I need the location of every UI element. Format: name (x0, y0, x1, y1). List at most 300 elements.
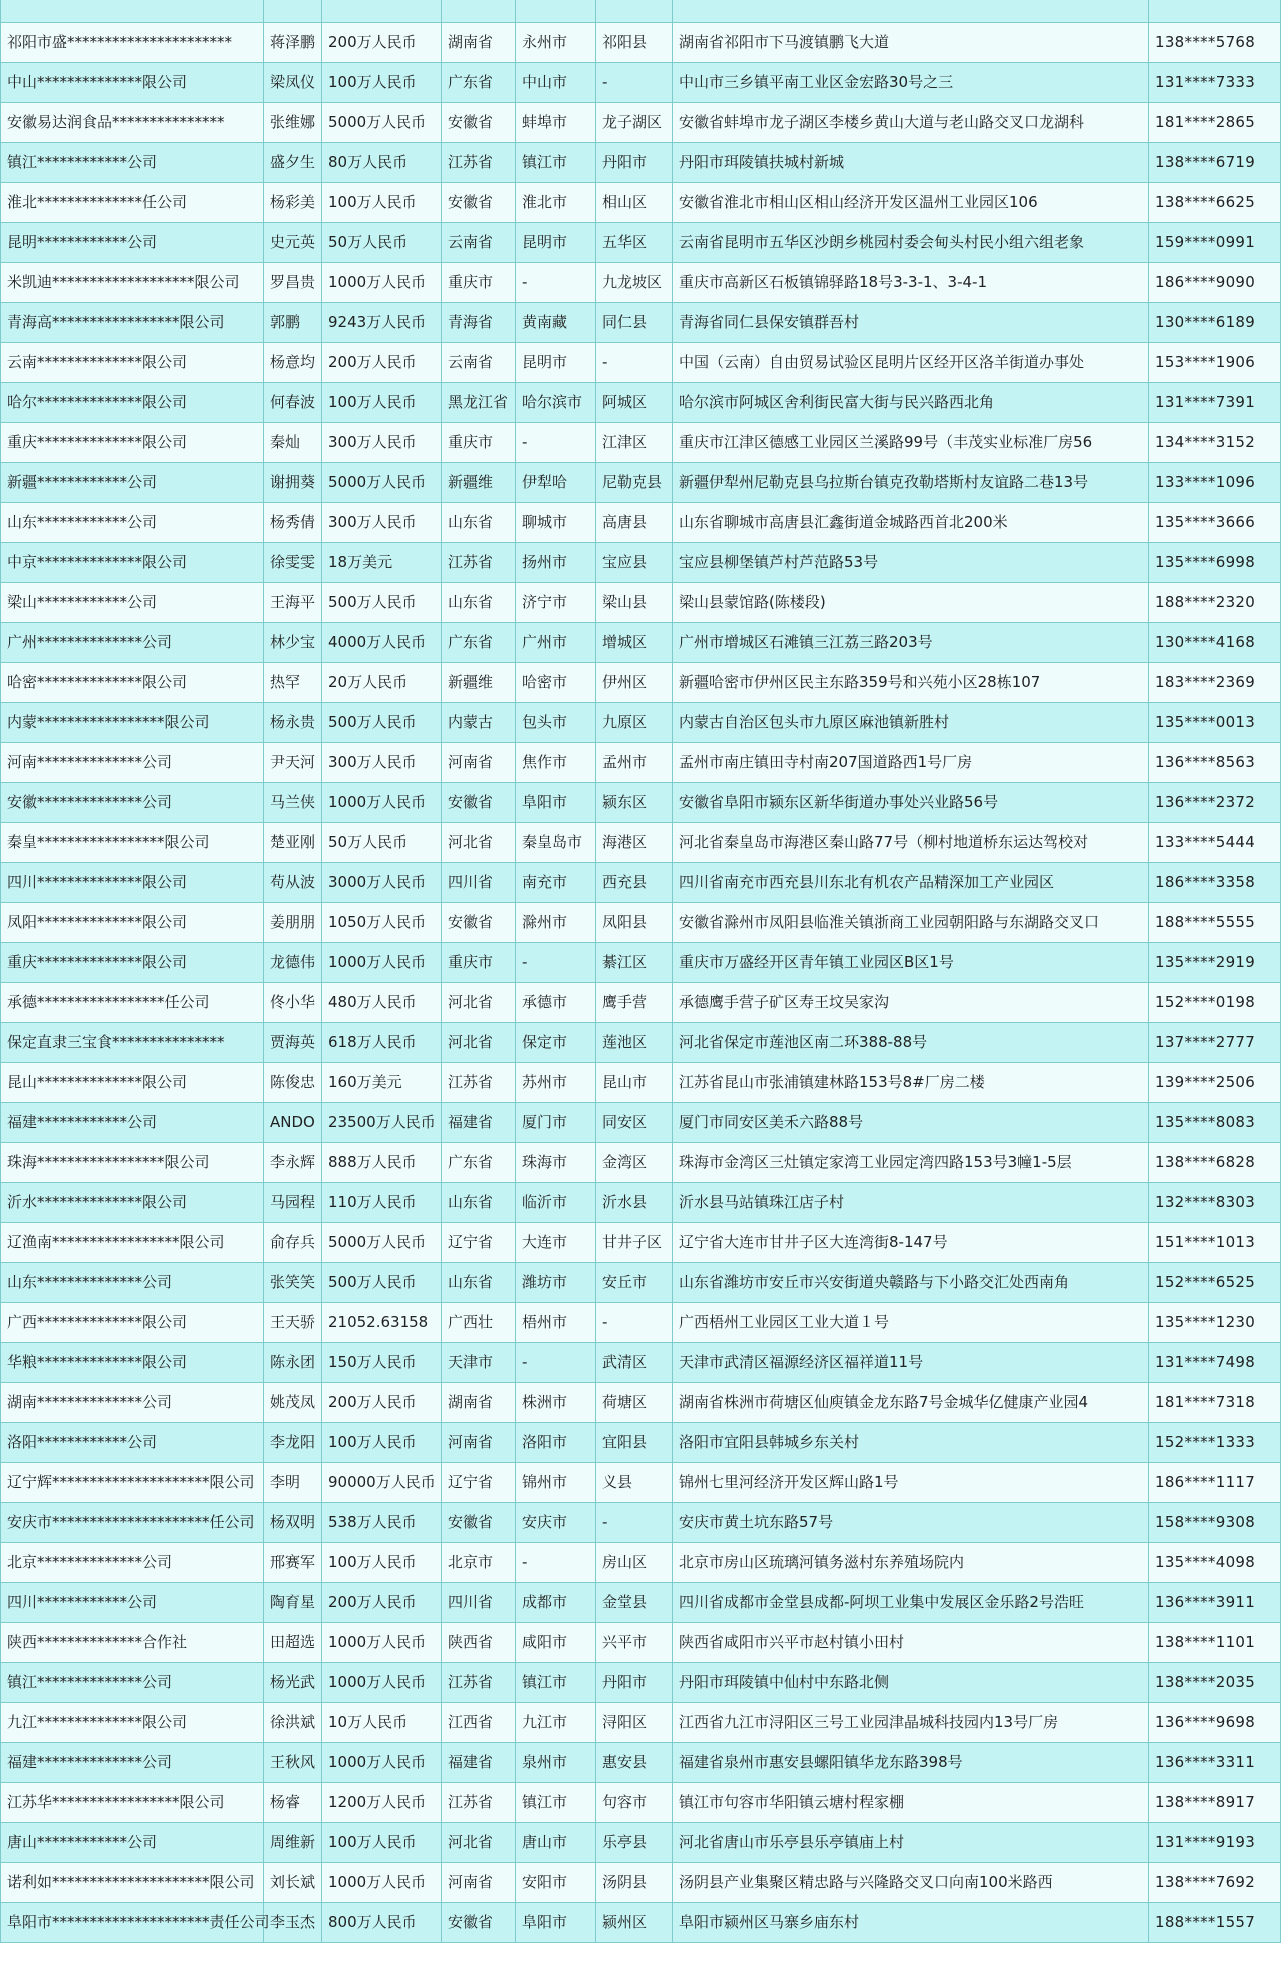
city-cell: 保定市 (516, 1023, 596, 1063)
phone-cell: 138****2035 (1149, 1663, 1281, 1703)
city-cell: 扬州市 (516, 543, 596, 583)
capital-cell: 90000万人民币 (322, 1463, 442, 1503)
district-cell: 颍州区 (596, 1903, 673, 1943)
phone-cell: 137****2777 (1149, 1023, 1281, 1063)
legal-rep-cell: 尹天河 (264, 743, 322, 783)
address-cell: 山东省潍坊市安丘市兴安街道央赣路与下小路交汇处西南角 (673, 1263, 1149, 1303)
table-row (1, 0, 1281, 23)
company-name-cell: 沂水**************限公司 (1, 1183, 264, 1223)
company-name-cell: 福建************公司 (1, 1103, 264, 1143)
legal-rep-cell (264, 0, 322, 23)
address-cell: 河北省秦皇岛市海港区秦山路77号（柳村地道桥东运达驾校对 (673, 823, 1149, 863)
table-row (1, 1423, 1281, 1463)
company-name-cell: 秦皇*****************限公司 (1, 823, 264, 863)
phone-cell: 136****9698 (1149, 1703, 1281, 1743)
city-cell: 洛阳市 (516, 1423, 596, 1463)
capital-cell: 50万人民币 (322, 823, 442, 863)
table-row (1, 503, 1281, 543)
capital-cell: 200万人民币 (322, 1383, 442, 1423)
table-row (1, 1463, 1281, 1503)
city-cell: 昆明市 (516, 343, 596, 383)
phone-cell: 186****1117 (1149, 1463, 1281, 1503)
capital-cell: 100万人民币 (322, 1423, 442, 1463)
province-cell: 天津市 (442, 1343, 516, 1383)
legal-rep-cell: 杨意均 (264, 343, 322, 383)
district-cell: 丹阳市 (596, 143, 673, 183)
legal-rep-cell: 谢拥葵 (264, 463, 322, 503)
province-cell: 河北省 (442, 983, 516, 1023)
city-cell: 广州市 (516, 623, 596, 663)
province-cell (442, 0, 516, 23)
capital-cell: 80万人民币 (322, 143, 442, 183)
district-cell: - (596, 1503, 673, 1543)
legal-rep-cell: 王天骄 (264, 1303, 322, 1343)
legal-rep-cell: 李玉杰 (264, 1903, 322, 1943)
company-name-cell: 内蒙*****************限公司 (1, 703, 264, 743)
company-name-cell: 镇江************公司 (1, 143, 264, 183)
legal-rep-cell: 陶育星 (264, 1583, 322, 1623)
table-row (1, 983, 1281, 1023)
company-name-cell: 四川************公司 (1, 1583, 264, 1623)
capital-cell: 100万人民币 (322, 383, 442, 423)
province-cell: 安徽省 (442, 183, 516, 223)
province-cell: 山东省 (442, 1263, 516, 1303)
phone-cell: 135****8083 (1149, 1103, 1281, 1143)
address-cell: 河北省保定市莲池区南二环388-88号 (673, 1023, 1149, 1063)
district-cell: 海港区 (596, 823, 673, 863)
company-name-cell: 梁山************公司 (1, 583, 264, 623)
province-cell: 黑龙江省 (442, 383, 516, 423)
table-row (1, 1703, 1281, 1743)
table-row (1, 943, 1281, 983)
table-row (1, 1063, 1281, 1103)
phone-cell (1149, 0, 1281, 23)
province-cell: 辽宁省 (442, 1223, 516, 1263)
city-cell: - (516, 423, 596, 463)
legal-rep-cell: 徐洪斌 (264, 1703, 322, 1743)
legal-rep-cell: 王秋风 (264, 1743, 322, 1783)
capital-cell: 1000万人民币 (322, 1863, 442, 1903)
legal-rep-cell: 李明 (264, 1463, 322, 1503)
company-name-cell: 洛阳************公司 (1, 1423, 264, 1463)
company-name-cell: 哈密**************限公司 (1, 663, 264, 703)
address-cell: 汤阴县产业集聚区精忠路与兴隆路交叉口向南100米路西 (673, 1863, 1149, 1903)
phone-cell: 188****5555 (1149, 903, 1281, 943)
city-cell: 锦州市 (516, 1463, 596, 1503)
province-cell: 河北省 (442, 823, 516, 863)
company-name-cell: 福建**************公司 (1, 1743, 264, 1783)
district-cell: 尼勒克县 (596, 463, 673, 503)
phone-cell: 152****1333 (1149, 1423, 1281, 1463)
table-row (1, 823, 1281, 863)
phone-cell: 135****1230 (1149, 1303, 1281, 1343)
address-cell: 安徽省淮北市相山区相山经济开发区温州工业园区106 (673, 183, 1149, 223)
address-cell: 安徽省阜阳市颍东区新华街道办事处兴业路56号 (673, 783, 1149, 823)
province-cell: 北京市 (442, 1543, 516, 1583)
province-cell: 安徽省 (442, 1503, 516, 1543)
table-row (1, 23, 1281, 63)
legal-rep-cell: 杨光武 (264, 1663, 322, 1703)
capital-cell: 200万人民币 (322, 343, 442, 383)
district-cell: 相山区 (596, 183, 673, 223)
capital-cell: 500万人民币 (322, 583, 442, 623)
legal-rep-cell: 姜朋朋 (264, 903, 322, 943)
phone-cell: 138****7692 (1149, 1863, 1281, 1903)
phone-cell: 181****2865 (1149, 103, 1281, 143)
district-cell: 宝应县 (596, 543, 673, 583)
phone-cell: 136****2372 (1149, 783, 1281, 823)
capital-cell: 500万人民币 (322, 1263, 442, 1303)
district-cell: 武清区 (596, 1343, 673, 1383)
city-cell: 蚌埠市 (516, 103, 596, 143)
phone-cell: 135****6998 (1149, 543, 1281, 583)
capital-cell: 110万人民币 (322, 1183, 442, 1223)
table-row (1, 1823, 1281, 1863)
legal-rep-cell: ANDO (264, 1103, 322, 1143)
phone-cell: 158****9308 (1149, 1503, 1281, 1543)
address-cell: 重庆市高新区石板镇锦驿路18号3-3-1、3-4-1 (673, 263, 1149, 303)
capital-cell: 618万人民币 (322, 1023, 442, 1063)
capital-cell: 500万人民币 (322, 703, 442, 743)
legal-rep-cell: 张笑笑 (264, 1263, 322, 1303)
legal-rep-cell: 徐雯雯 (264, 543, 322, 583)
capital-cell: 100万人民币 (322, 1823, 442, 1863)
table-row (1, 1743, 1281, 1783)
table-row (1, 783, 1281, 823)
province-cell: 河北省 (442, 1823, 516, 1863)
table-row (1, 743, 1281, 783)
phone-cell: 138****8917 (1149, 1783, 1281, 1823)
district-cell: 凤阳县 (596, 903, 673, 943)
company-name-cell: 凤阳**************限公司 (1, 903, 264, 943)
table-row (1, 1143, 1281, 1183)
address-cell: 丹阳市珥陵镇中仙村中东路北侧 (673, 1663, 1149, 1703)
legal-rep-cell: 罗昌贵 (264, 263, 322, 303)
capital-cell: 100万人民币 (322, 63, 442, 103)
district-cell: 浔阳区 (596, 1703, 673, 1743)
phone-cell: 138****5768 (1149, 23, 1281, 63)
address-cell: 丹阳市珥陵镇扶城村新城 (673, 143, 1149, 183)
company-name-cell: 米凯迪*******************限公司 (1, 263, 264, 303)
city-cell: 镇江市 (516, 143, 596, 183)
district-cell: 增城区 (596, 623, 673, 663)
capital-cell: 100万人民币 (322, 183, 442, 223)
company-name-cell: 安庆市*********************任公司 (1, 1503, 264, 1543)
phone-cell: 131****7391 (1149, 383, 1281, 423)
company-name-cell (1, 0, 264, 23)
legal-rep-cell: 陈永团 (264, 1343, 322, 1383)
address-cell: 山东省聊城市高唐县汇鑫街道金城路西首北200米 (673, 503, 1149, 543)
company-name-cell: 安徽易达润食品*************** (1, 103, 264, 143)
address-cell: 天津市武清区福源经济区福祥道11号 (673, 1343, 1149, 1383)
legal-rep-cell: 蒋泽鹏 (264, 23, 322, 63)
legal-rep-cell: 杨睿 (264, 1783, 322, 1823)
table-row (1, 463, 1281, 503)
phone-cell: 135****0013 (1149, 703, 1281, 743)
phone-cell: 136****3311 (1149, 1743, 1281, 1783)
company-name-cell: 昆明************公司 (1, 223, 264, 263)
company-name-cell: 江苏华*****************限公司 (1, 1783, 264, 1823)
province-cell: 广东省 (442, 1143, 516, 1183)
province-cell: 湖南省 (442, 23, 516, 63)
district-cell: 荷塘区 (596, 1383, 673, 1423)
table-row (1, 1223, 1281, 1263)
city-cell: 株洲市 (516, 1383, 596, 1423)
company-name-cell: 镇江**************公司 (1, 1663, 264, 1703)
legal-rep-cell: 林少宝 (264, 623, 322, 663)
company-name-cell: 昆山**************限公司 (1, 1063, 264, 1103)
district-cell: 丹阳市 (596, 1663, 673, 1703)
city-cell: 安庆市 (516, 1503, 596, 1543)
province-cell: 河南省 (442, 1423, 516, 1463)
address-cell: 锦州七里河经济开发区辉山路1号 (673, 1463, 1149, 1503)
company-name-cell: 云南**************限公司 (1, 343, 264, 383)
capital-cell: 1000万人民币 (322, 1743, 442, 1783)
company-name-cell: 祁阳市盛********************** (1, 23, 264, 63)
district-cell: 莲池区 (596, 1023, 673, 1063)
phone-cell: 152****6525 (1149, 1263, 1281, 1303)
address-cell: 青海省同仁县保安镇群吾村 (673, 303, 1149, 343)
district-cell: 金湾区 (596, 1143, 673, 1183)
phone-cell: 181****7318 (1149, 1383, 1281, 1423)
province-cell: 江苏省 (442, 1783, 516, 1823)
city-cell: 唐山市 (516, 1823, 596, 1863)
legal-rep-cell: 龙德伟 (264, 943, 322, 983)
province-cell: 江苏省 (442, 543, 516, 583)
district-cell: 昆山市 (596, 1063, 673, 1103)
address-cell: 陕西省咸阳市兴平市赵村镇小田村 (673, 1623, 1149, 1663)
table-row (1, 63, 1281, 103)
district-cell: 孟州市 (596, 743, 673, 783)
capital-cell: 300万人民币 (322, 503, 442, 543)
legal-rep-cell: 郭鹏 (264, 303, 322, 343)
province-cell: 福建省 (442, 1103, 516, 1143)
address-cell: 辽宁省大连市甘井子区大连湾街8-147号 (673, 1223, 1149, 1263)
company-name-cell: 新疆************公司 (1, 463, 264, 503)
province-cell: 安徽省 (442, 903, 516, 943)
address-cell: 珠海市金湾区三灶镇定家湾工业园定湾四路153号3幢1-5层 (673, 1143, 1149, 1183)
capital-cell: 1000万人民币 (322, 783, 442, 823)
capital-cell: 160万美元 (322, 1063, 442, 1103)
legal-rep-cell: 李龙阳 (264, 1423, 322, 1463)
table-row (1, 1023, 1281, 1063)
district-cell: - (596, 1303, 673, 1343)
table-row (1, 143, 1281, 183)
capital-cell: 1200万人民币 (322, 1783, 442, 1823)
district-cell: 沂水县 (596, 1183, 673, 1223)
table-row (1, 1623, 1281, 1663)
district-cell: 同安区 (596, 1103, 673, 1143)
address-cell: 镇江市句容市华阳镇云塘村程家棚 (673, 1783, 1149, 1823)
city-cell: 济宁市 (516, 583, 596, 623)
address-cell: 安庆市黄土坑东路57号 (673, 1503, 1149, 1543)
city-cell: 临沂市 (516, 1183, 596, 1223)
company-name-cell: 山东**************公司 (1, 1263, 264, 1303)
phone-cell: 134****3152 (1149, 423, 1281, 463)
district-cell: 汤阴县 (596, 1863, 673, 1903)
table-row (1, 1103, 1281, 1143)
capital-cell: 480万人民币 (322, 983, 442, 1023)
district-cell: 乐亭县 (596, 1823, 673, 1863)
address-cell: 湖南省株洲市荷塘区仙庾镇金龙东路7号金城华亿健康产业园4 (673, 1383, 1149, 1423)
company-name-cell: 陕西**************合作社 (1, 1623, 264, 1663)
legal-rep-cell: 杨双明 (264, 1503, 322, 1543)
address-cell: 内蒙古自治区包头市九原区麻池镇新胜村 (673, 703, 1149, 743)
province-cell: 重庆市 (442, 943, 516, 983)
city-cell: 昆明市 (516, 223, 596, 263)
city-cell: 大连市 (516, 1223, 596, 1263)
address-cell: 新疆哈密市伊州区民主东路359号和兴苑小区28栋107 (673, 663, 1149, 703)
company-name-cell: 安徽**************公司 (1, 783, 264, 823)
address-cell (673, 0, 1149, 23)
district-cell: 九龙坡区 (596, 263, 673, 303)
table-row (1, 543, 1281, 583)
address-cell: 中山市三乡镇平南工业区金宏路30号之三 (673, 63, 1149, 103)
phone-cell: 188****2320 (1149, 583, 1281, 623)
address-cell: 孟州市南庄镇田寺村南207国道路西1号厂房 (673, 743, 1149, 783)
province-cell: 安徽省 (442, 103, 516, 143)
phone-cell: 136****8563 (1149, 743, 1281, 783)
province-cell: 新疆维 (442, 663, 516, 703)
address-cell: 重庆市万盛经开区青年镇工业园区B区1号 (673, 943, 1149, 983)
legal-rep-cell: 何春波 (264, 383, 322, 423)
city-cell: - (516, 263, 596, 303)
province-cell: 四川省 (442, 863, 516, 903)
city-cell: 焦作市 (516, 743, 596, 783)
province-cell: 广东省 (442, 63, 516, 103)
address-cell: 承德鹰手营子矿区寿王坟吴家沟 (673, 983, 1149, 1023)
province-cell: 山东省 (442, 503, 516, 543)
phone-cell: 151****1013 (1149, 1223, 1281, 1263)
phone-cell: 138****1101 (1149, 1623, 1281, 1663)
legal-rep-cell: 俞存兵 (264, 1223, 322, 1263)
city-cell: 哈尔滨市 (516, 383, 596, 423)
city-cell: 阜阳市 (516, 783, 596, 823)
table-row (1, 1663, 1281, 1703)
table-row (1, 103, 1281, 143)
city-cell: 承德市 (516, 983, 596, 1023)
city-cell: - (516, 943, 596, 983)
district-cell: 惠安县 (596, 1743, 673, 1783)
legal-rep-cell: 盛夕生 (264, 143, 322, 183)
address-cell: 河北省唐山市乐亭县乐亭镇庙上村 (673, 1823, 1149, 1863)
phone-cell: 130****6189 (1149, 303, 1281, 343)
city-cell: 安阳市 (516, 1863, 596, 1903)
phone-cell: 131****9193 (1149, 1823, 1281, 1863)
phone-cell: 135****4098 (1149, 1543, 1281, 1583)
district-cell: 兴平市 (596, 1623, 673, 1663)
legal-rep-cell: 李永辉 (264, 1143, 322, 1183)
district-cell: 房山区 (596, 1543, 673, 1583)
table-row (1, 663, 1281, 703)
table-row (1, 583, 1281, 623)
phone-cell: 153****1906 (1149, 343, 1281, 383)
city-cell: 聊城市 (516, 503, 596, 543)
legal-rep-cell: 姚茂凤 (264, 1383, 322, 1423)
address-cell: 阜阳市颍州区马寨乡庙东村 (673, 1903, 1149, 1943)
capital-cell: 200万人民币 (322, 23, 442, 63)
legal-rep-cell: 杨秀倩 (264, 503, 322, 543)
address-cell: 梁山县蒙馆路(陈楼段) (673, 583, 1149, 623)
city-cell: 镇江市 (516, 1783, 596, 1823)
address-cell: 江苏省昆山市张浦镇建林路153号8#厂房二楼 (673, 1063, 1149, 1103)
table-body (1, 0, 1281, 1943)
legal-rep-cell: 楚亚刚 (264, 823, 322, 863)
table-row (1, 423, 1281, 463)
company-name-cell: 广州**************公司 (1, 623, 264, 663)
address-cell: 四川省成都市金堂县成都-阿坝工业集中发展区金乐路2号浩旺 (673, 1583, 1149, 1623)
address-cell: 宝应县柳堡镇芦村芦范路53号 (673, 543, 1149, 583)
phone-cell: 186****9090 (1149, 263, 1281, 303)
table-row (1, 1903, 1281, 1943)
company-name-cell: 阜阳市*********************责任公司 (1, 1903, 264, 1943)
province-cell: 重庆市 (442, 263, 516, 303)
city-cell: 南充市 (516, 863, 596, 903)
company-name-cell: 华粮**************限公司 (1, 1343, 264, 1383)
company-name-cell: 九江**************限公司 (1, 1703, 264, 1743)
address-cell: 哈尔滨市阿城区舍利街民富大街与民兴路西北角 (673, 383, 1149, 423)
capital-cell: 10万人民币 (322, 1703, 442, 1743)
district-cell: 梁山县 (596, 583, 673, 623)
company-name-cell: 承德*****************任公司 (1, 983, 264, 1023)
district-cell: 綦江区 (596, 943, 673, 983)
legal-rep-cell: 贾海英 (264, 1023, 322, 1063)
phone-cell: 135****3666 (1149, 503, 1281, 543)
table-row (1, 343, 1281, 383)
capital-cell: 888万人民币 (322, 1143, 442, 1183)
phone-cell: 136****3911 (1149, 1583, 1281, 1623)
address-cell: 新疆伊犁州尼勒克县乌拉斯台镇克孜勒塔斯村友谊路二巷13号 (673, 463, 1149, 503)
phone-cell: 183****2369 (1149, 663, 1281, 703)
district-cell: 伊州区 (596, 663, 673, 703)
city-cell: 中山市 (516, 63, 596, 103)
table-row (1, 1183, 1281, 1223)
city-cell: 成都市 (516, 1583, 596, 1623)
province-cell: 江苏省 (442, 143, 516, 183)
phone-cell: 159****0991 (1149, 223, 1281, 263)
district-cell: 安丘市 (596, 1263, 673, 1303)
table-row (1, 1583, 1281, 1623)
capital-cell: 200万人民币 (322, 1583, 442, 1623)
table-row (1, 1303, 1281, 1343)
province-cell: 云南省 (442, 343, 516, 383)
capital-cell: 800万人民币 (322, 1903, 442, 1943)
city-cell: 秦皇岛市 (516, 823, 596, 863)
table-row (1, 1503, 1281, 1543)
legal-rep-cell: 王海平 (264, 583, 322, 623)
phone-cell: 131****7333 (1149, 63, 1281, 103)
phone-cell: 138****6828 (1149, 1143, 1281, 1183)
legal-rep-cell: 杨永贵 (264, 703, 322, 743)
table-row (1, 623, 1281, 663)
capital-cell: 20万人民币 (322, 663, 442, 703)
district-cell: 西充县 (596, 863, 673, 903)
city-cell: 梧州市 (516, 1303, 596, 1343)
legal-rep-cell: 史元英 (264, 223, 322, 263)
city-cell: 泉州市 (516, 1743, 596, 1783)
district-cell: 五华区 (596, 223, 673, 263)
phone-cell: 133****5444 (1149, 823, 1281, 863)
city-cell: 咸阳市 (516, 1623, 596, 1663)
company-name-cell: 诺利如*********************限公司 (1, 1863, 264, 1903)
province-cell: 山东省 (442, 583, 516, 623)
company-name-cell: 山东************公司 (1, 503, 264, 543)
company-name-cell: 辽宁辉*********************限公司 (1, 1463, 264, 1503)
address-cell: 云南省昆明市五华区沙朗乡桃园村委会甸头村民小组六组老象 (673, 223, 1149, 263)
province-cell: 河北省 (442, 1023, 516, 1063)
province-cell: 江苏省 (442, 1663, 516, 1703)
company-name-cell: 保定直隶三宝食*************** (1, 1023, 264, 1063)
